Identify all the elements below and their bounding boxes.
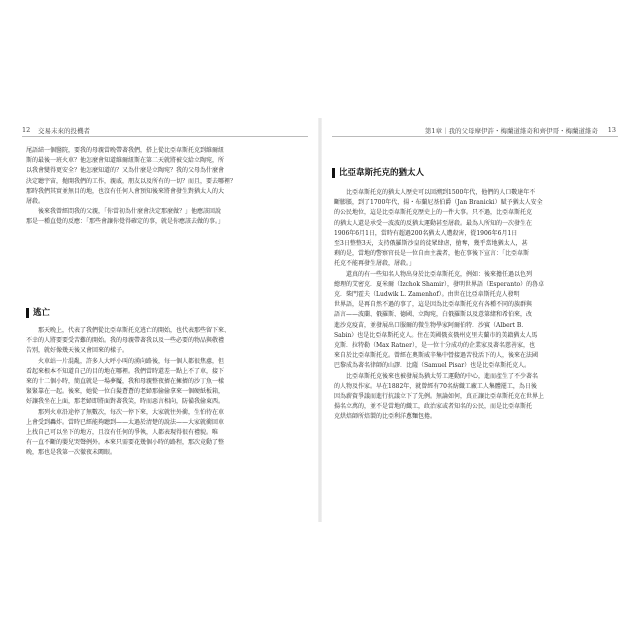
paragraph-line: 總理的艾密克．夏米爾（Izchok Shamir），發明世界語（Esperanto）的魯卓 — [334, 280, 545, 288]
paragraph-line: 斯的最後一班火車？他怎麼會知道維爾紐斯在第二天就將被交給立陶宛，所 — [26, 157, 225, 165]
paragraph-line: 上找自己可以坐下的地方，且沒有任何的爭執，人都表現得很有禮貌。唯 — [26, 429, 219, 437]
right-body-text — [334, 188, 616, 423]
paragraph-line: 斷膨脹，到了1700年代，揚・布蘭尼基伯爵（Jan Branicki）賦予猶太人安全 — [334, 199, 543, 207]
paragraph-line: 比亞韋斯托克後來也被發展為猶太勞工運動的中心，進而產生了不少著名 — [346, 372, 539, 380]
left-running-title: 交易未來的投機者 — [38, 127, 90, 135]
left-body-text — [26, 326, 310, 459]
paragraph-line: 看起來根本不知道自己的目的地在哪裡。我們當時還差一點上不了車，接下 — [26, 367, 225, 375]
left-page-number: 12 — [22, 126, 31, 134]
paragraph-line: 決定聽宇宙，拋開我們的工作，親戚，朋友以及所有的一切？而且，要去哪裡？ — [26, 177, 237, 185]
paragraph-line: 剩的是，當地的警察官長是一位自由主義者，他在事後下宣言：「比亞韋斯 — [334, 250, 530, 258]
paragraph-line: 克斯．拉特勒（Max Ratner），是一位十分成功的企業家及著名慈善家，也 — [334, 342, 535, 350]
paragraph-line: 的猶太人還是承受一波波的反猶太運動甚至屠殺。最為人所知的一次發生在 — [334, 219, 533, 227]
paragraph-line: 那列火車沿途停了無數次，每次一停下來，大家就往外衝，生怕待在車 — [38, 408, 225, 416]
paragraph-line: 的公民地位，這是比亞韋斯托克歷史上的一件大事。只不過，比亞韋斯托克 — [334, 209, 533, 217]
left-page — [16, 118, 320, 522]
paragraph-line: 緊緊靠在一起。後來，她從一位白髮蒼蒼的老婦那偷偷拿來一個硬紙板箱， — [26, 388, 225, 396]
paragraph-line: 晚，那也是我第一次徹夜未闔眼。 — [26, 449, 117, 457]
paragraph-line: 克．柴門霍夫（Ludwik L. Zamenhof）。由世在比亞韋斯托克人發明 — [334, 291, 520, 299]
paragraph-line: 來自於比亞韋斯托克。曾經在奧斯威辛集中營接過苦役活下的人，後來在法國 — [334, 352, 539, 360]
paragraph-line: 屠殺。 — [26, 198, 45, 206]
paragraph-line: 上會受到轟炸。當時已經能夠聽到——太過於清楚的說法——大家就衝回車 — [26, 418, 225, 426]
paragraph-line: 尾語結一個醫院，要我的母親當晚帶著我們，搭上從比亞韋斯托克到維爾紐 — [26, 147, 225, 154]
paragraph-line: 好讓我坐在上面，那老婦即將面對著我笑，時而惡言相向，防備我偷東西。 — [26, 398, 225, 406]
paragraph-line: 來的十二個小時，簡直就是一場夢魘，我和母親整夜擠在擁擠的沙丁魚一樣 — [26, 378, 225, 386]
right-header-rule — [332, 136, 618, 137]
paragraph-line: Sabin）也是比亞韋斯托克人。住在美國俄亥俄州克里夫蘭市的美籍猶太人馬 — [334, 331, 538, 339]
paragraph-line: 那天晚上，代表了我們從比亞韋斯托克逃亡的開始，也代表那些留下來、 — [38, 327, 231, 334]
paragraph-line: 那時我們其實並無目的地，也沒有任何人會預知後來將會發生對猶太人的大 — [26, 187, 225, 195]
paragraph-line: 還真的有一些知名人物出身於比亞韋斯托克，例如：後來擔任過以色列 — [346, 270, 533, 278]
paragraph-line: 有一直不斷的嬰兒哭聲例外。本來只需要花幾個小時的路程，那次竟動了整 — [26, 439, 225, 447]
paragraph-line: 的人物及作家。早在1882年，就曾經有70名紡織工廠工人集體罷工，為日後 — [334, 382, 537, 390]
right-page — [320, 118, 624, 522]
section-heading-escape: 逃亡 — [26, 308, 50, 318]
right-page-number: 13 — [607, 126, 616, 134]
paragraph-line: 世界語，是再自然不過的事了，這是因為比亞韋斯托克有各種不同的族群與 — [334, 301, 533, 309]
paragraph-line: 以我會變得更安全？他怎麼知道的？又為什麼是立陶宛？我的父母為什麼會 — [26, 167, 225, 175]
paragraph-line: 至3日整整3天，支持俄羅斯沙皇的徒眾肆虐，搶奪，幾乎當地猶太人，甚 — [334, 240, 528, 248]
left-intro-text — [26, 146, 310, 228]
paragraph-line: 巴黎成為著名律師的山謬．比薩（Samuel Pisar）也是比亞韋斯托克人。 — [334, 362, 531, 370]
paragraph-line: 進沙克疫苗，並發展出口服爾的微生物學家阿爾伯特．沙賓（Albert B. — [334, 321, 524, 329]
paragraph-line: 托克不能再發生屠殺，屠殺。」 — [334, 260, 416, 268]
section-heading-bialystok-jews: 比亞韋斯托克的猶太人 — [332, 168, 424, 178]
paragraph-line: 告別，就好像幾天後又會回來的樣子。 — [26, 347, 129, 355]
paragraph-line: 克烘焙師所焙製的比亞利洋蔥麵包捲。 — [334, 413, 437, 421]
paragraph-line: 1906年6月1日，當時有超過200名猶太人遭殺害，從1906年6月1日 — [334, 229, 518, 237]
paragraph-line: 火車站一片混亂，許多人大呼小叫的湧向路後，每一個人都很焦慮，但 — [38, 357, 225, 365]
book-spread — [16, 118, 624, 522]
left-header-rule — [22, 136, 308, 137]
paragraph-line: 那是一種直覺的反應：「那些會讓你覺得確定的事，就是你應該去做的事。」 — [26, 218, 225, 226]
paragraph-line: 因為薪資爭議而進行抗議立下了先例。無論如何，真正讓比亞韋斯托克在世界上 — [334, 393, 545, 401]
right-running-title: 第1章｜我的父母摩伊許・梅蘭道維奇和齊伊哥・梅蘭道維奇 — [424, 127, 598, 135]
paragraph-line: 不幸的人將要要受苦難的開始。我的母親帶著我以及一些必要的物品與敬禮 — [26, 337, 225, 345]
paragraph-line: 比亞韋斯托克的猶太人歷史可以回溯到1500年代，他們的人口數達年不 — [346, 189, 536, 196]
paragraph-line: 後來我曾經問我的父親，「你當初為什麼會決定那麼做？」他應該回說 — [38, 208, 222, 216]
paragraph-line: 語言——波蘭、俄羅斯、德國、立陶宛，白俄羅斯以及意第緒和希伯來，改 — [334, 311, 533, 319]
paragraph-line: 揚名立萬的，並不是當地的織工，政治家或者知名的公民，而是比亞韋斯托 — [334, 403, 533, 411]
